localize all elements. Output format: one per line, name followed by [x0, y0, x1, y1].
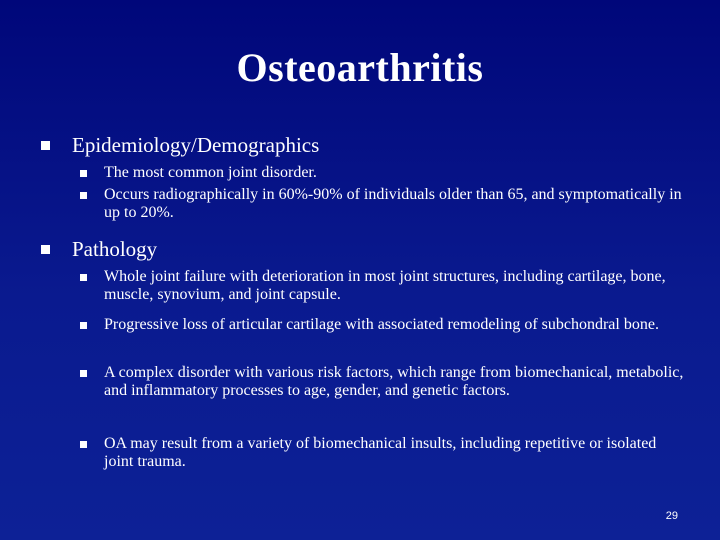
square-bullet-icon	[41, 141, 50, 150]
bullet-item: Occurs radiographically in 60%-90% of individuals older than 65, and symptomatically in up to 20%.	[104, 186, 682, 221]
section-heading-epidemiology: Epidemiology/Demographics	[72, 133, 320, 157]
square-bullet-icon	[80, 441, 87, 448]
square-bullet-icon	[80, 370, 87, 377]
square-bullet-icon	[41, 245, 50, 254]
square-bullet-icon	[80, 192, 87, 199]
square-bullet-icon	[80, 170, 87, 177]
square-bullet-icon	[80, 322, 87, 329]
bullet-item: OA may result from a variety of biomechanical insults, including repetitive or isolated joint trauma.	[104, 435, 657, 470]
square-bullet-icon	[80, 274, 87, 281]
bullet-item: Progressive loss of articular cartilage with associated remodeling of subchondral bone.	[104, 316, 659, 333]
page-number: 29	[665, 510, 678, 522]
slide-title: Osteoarthritis	[236, 45, 484, 90]
bullet-item: Whole joint failure with deterioration in most joint structures, including cartilage, bone, muscle, synovium, and joint capsule.	[104, 268, 666, 303]
section-heading-pathology: Pathology	[72, 237, 158, 261]
bullet-item: A complex disorder with various risk factors, which range from biomechanical, metabolic, and inflammatory processes to age, gender, and genetic factors.	[104, 364, 684, 399]
bullet-item: The most common joint disorder.	[104, 164, 317, 181]
